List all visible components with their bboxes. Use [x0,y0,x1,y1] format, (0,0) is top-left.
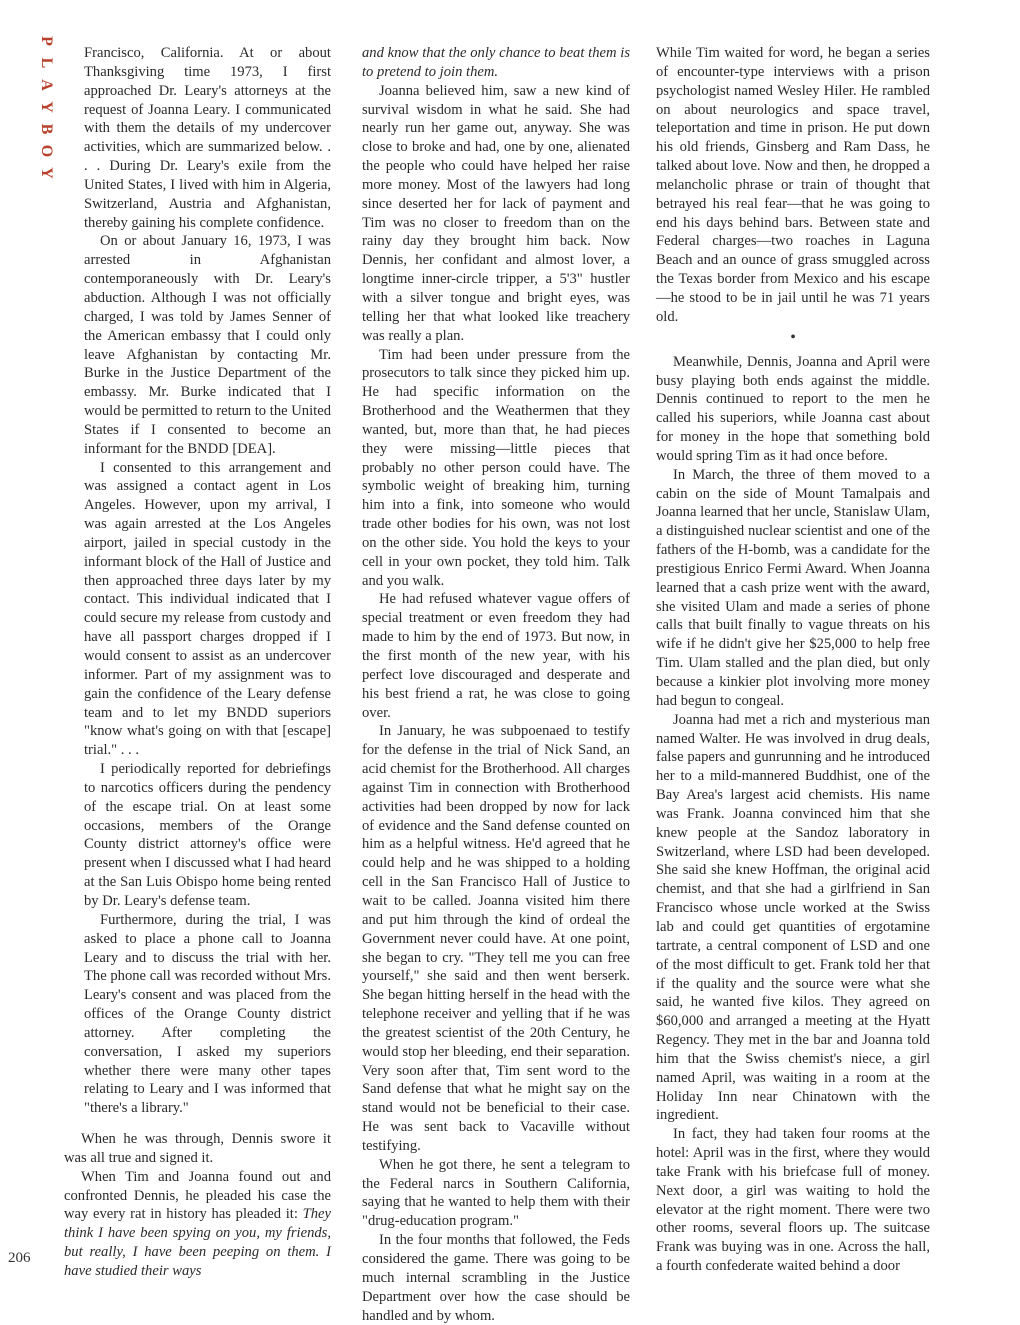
masthead-letter: Y [38,167,55,179]
quote-paragraph: I consented to this arrangement and was assigned a contact agent in Los Angeles. However, upon my arrival, I was again arrested at the Los Angeles airport, jailed in special custody in the informant block of the Hall of Justice and then approached three days later by my contact. This individual indicated that I could secure my release from custody and have all passport charges dropped if I would consent to assist as an undercover informer. Part of my assignment was to gain the confidence of the Leary defense team and to let my BNDD superiors "know what's going on with that [escape] trial." . . . [84,459,331,759]
body-paragraph: While Tim waited for word, he began a series of encounter-type interviews with a prison psychologist named Wesley Hiler. He rambled on about neurologics and space travel, teleportation and time in prison. He put down his old friends, Ginsberg and Ram Dass, he talked about love. Now and then, he dropped a melancholic phrase or train of thought that betrayed his real fear—that he was going to end his days behind bars. Between state and Federal charges—two roaches in Laguna Beach and an ounce of grass smuggled across the Texas border from Mexico and his escape—he stood to be in jail until he was 71 years old. [656,45,930,325]
quote-paragraph: Furthermore, during the trial, I was asked to place a phone call to Joanna Leary and to discuss the trial with her. The phone call was recorded without Mrs. Leary's consent and was placed from the offices of the Orange County district attorney. After completing the conversation, I asked my superiors whether there were many other tapes relating to Leary and I was informed that "there's a library." [84,911,331,1117]
body-paragraph: Tim had been under pressure from the prosecutors to talk since they picked him up. He had specific information on the Brotherhood and the Weathermen that they wanted, but, more than that, he had pieces they were missing—little pieces that probably no other person could have. The symbolic weight of breaking him, turning him into a fink, into someone who would trade other bodies for his own, was not lost on the other side. You hold the keys to your cell in your own pocket, they told him. Talk and you walk. [362,346,630,589]
masthead-letter: L [38,57,55,69]
italic-quote-continuation: and know that the only chance to beat them is to pretend to join them. [362,45,630,80]
magazine-masthead [26,30,66,184]
masthead-letter: B [38,123,55,135]
masthead-letter: P [38,36,55,46]
quote-paragraph: Francisco, California. At or about Thanksgiving time 1973, I first approached Dr. Leary's attorneys at the request of Joanna Leary. I communicated with them the details of my undercover activities, which are summarized below. . . . During Dr. Leary's exile from the United States, I lived with him in Algeria, Switzerland, Austria and Afghanistan, thereby gaining his complete confidence. [84,45,331,231]
body-paragraph [64,1168,331,1281]
body-paragraph: Meanwhile, Dennis, Joanna and April were busy playing both ends against the middle. Dennis continued to report to the men he called his superiors, while Joanna cast about for money in the hope that something bold would spring Tim as it had once before. [656,353,930,464]
text-column-2 [362,44,630,1325]
text-column-3 [656,44,930,1276]
body-paragraph: In March, the three of them moved to a cabin on the side of Mount Tamalpais and Joanna learned that her uncle, Stanislaw Ulam, a distinguished nuclear scientist and one of the fathers of the H-bomb, was a candidate for the prestigious Enrico Fermi Award. When Joanna learned that a cash prize went with the award, she visited Ulam and made a series of phone calls that built finally to vague threats on his wife if he didn't give her $25,000 to help free Tim. Ulam stalled and the plan died, but only because a kinkier plot involving more money had begun to congeal. [656,466,930,709]
body-text: When Tim and Joanna found out and confronted Dennis, he pleaded his case the way every rat in history has pleaded it: [64,1168,331,1223]
body-paragraph: When he got there, he sent a telegram to the Federal narcs in Southern California, saying that he wanted to help them with their "drug-education program." [362,1156,630,1230]
italic-quote-text: They think I have been spying on you, my friends, but really, I have been peeping on them. I have studied their ways [64,1206,331,1279]
masthead-letter: A [38,79,55,91]
body-paragraph: Joanna had met a rich and mysterious man named Walter. He was involved in drug deals, false papers and gunrunning and he introduced her to a mild-mannered Buddhist, one of the Bay Area's largest acid chemists. His name was Frank. Joanna convinced him that she knew people at the Sandoz laboratory in Switzerland, where LSD had been developed. She said she knew Hoffman, the original acid chemist, and that she had a girlfriend in San Francisco whose uncle worked at the Swiss lab and could get quantities of ergotamine tartrate, a central component of LSD and one of the most difficult to get. Frank told her that if the quality and the source were what she said, he wanted five kilos. They agreed on $60,000 and arranged a meeting at the Hyatt Regency. They met in the bar and Joanna told him that the Swiss chemist's niece, a girl named April, was waiting in a room at the Holiday Inn near Chinatown with the ingredient. [656,711,930,1124]
body-paragraph: In January, he was subpoenaed to testify for the defense in the trial of Nick Sand, an acid chemist for the Brotherhood. All charges against Tim in connection with Brotherhood activities had been dropped by now for lack of evidence and the Sand defense counted on him as a helpful witness. He'd agreed that he could help and he was shipped to a holding cell in the San Francisco Hall of Justice to wait to be called. Joanna visited him there and put him through the kind of ordeal the Government never could have. At one point, she began to cry. "They tell me you can free yourself," she said and then went berserk. She began hitting herself in the head with the telephone receiver and yelling that if he was the greatest scientist of the 20th Century, he would stop her bleeding, end their separation. Very soon after that, Tim sent word to the Sand defense that what he might say on the stand would not be beneficial to their case. He was sent back to Vacaville without testifying. [362,723,630,1154]
body-paragraph: Joanna believed him, saw a new kind of survival wisdom in what he said. She had nearly run her game out, anyway. She was close to broke and had, one by one, alienated the people who could have helped her raise more money. Most of the lawyers had long since deserted her for lack of payment and Tim was no closer to freedom than on the rainy day they brought him back. Now Dennis, her confidant and almost lover, a longtime inner-circle tripper, a 5'3" hustler with a silver tongue and bright eyes, was telling her that what looked like treachery was really a plan. [362,82,630,344]
body-paragraph: He had refused whatever vague offers of special treatment or even freedom they had made to him by the end of 1973. But now, in the first month of the new year, with his perfect love discouraged and desperate and his best friend a rat, he was close to going over. [362,591,630,721]
masthead-letter: O [38,144,55,158]
section-separator: • [790,328,796,346]
body-paragraph: In fact, they had taken four rooms at the hotel: April was in the first, where they would take Frank with his briefcase full of money. Next door, a girl was waiting to hold the elevator at the right moment. There were two other rooms, several floors up. The suitcase Frank was buying was in one. Across the hall, a fourth confederate waited behind a door [656,1126,930,1275]
body-paragraph: In the four months that followed, the Feds considered the game. There was going to be much internal scrambling in the Justice Department over how the case should be handled and by whom. [362,1232,630,1324]
body-paragraph: When he was through, Dennis swore it was all true and signed it. [64,1131,331,1166]
quote-paragraph: On or about January 16, 1973, I was arrested in Afghanistan contemporaneously with Dr. Leary's abduction. Although I was not officially charged, I was told by James Senner of the American embassy that I could only leave Afghanistan by contacting Mr. Burke in the Justice Department of the embassy. Mr. Burke indicated that I would be permitted to return to the United States if I consented to become an informant for the BNDD [DEA]. [84,233,331,457]
masthead-letter: Y [38,101,55,113]
quote-paragraph: I periodically reported for debriefings to narcotics officers during the pendency of the escape trial. On at least some occasions, members of the Orange County district attorney's office were present when I discussed what I had heard at the San Luis Obispo home being rented by Dr. Leary's defense team. [84,761,331,909]
text-column-1 [64,44,331,1281]
affidavit-quote [84,44,331,1118]
page-number: 206 [8,1250,31,1266]
